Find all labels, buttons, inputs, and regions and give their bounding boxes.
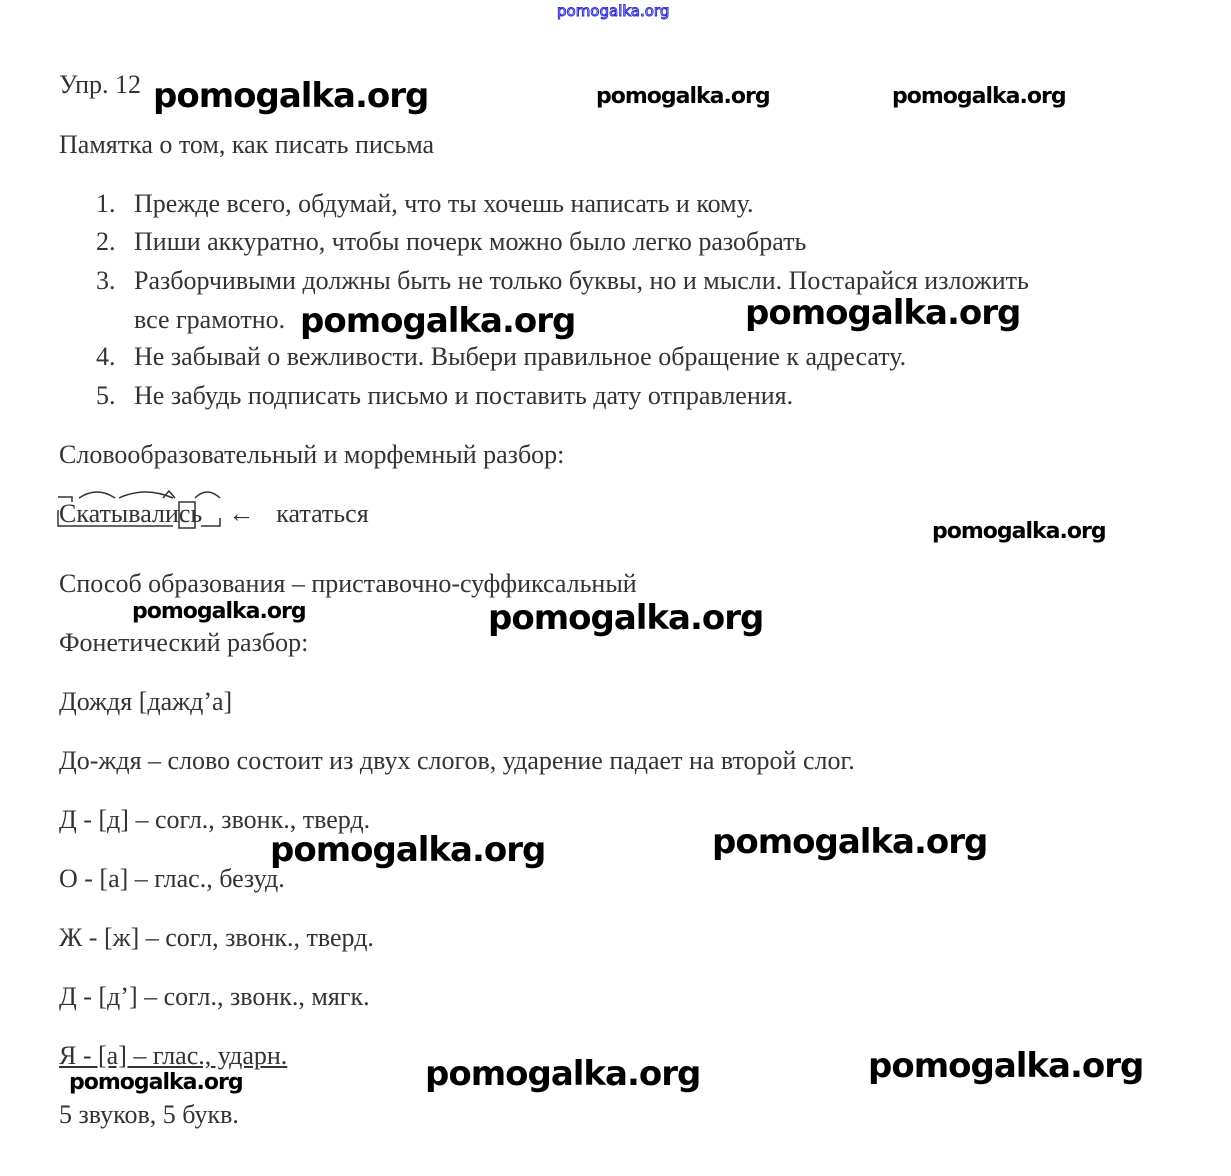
formation-method: Способ образования – приставочно-суффиксальный [59, 569, 637, 598]
watermark: pomogalka.org [270, 830, 546, 870]
morph-word: Скатывались [59, 499, 203, 528]
memo-item: 1. Прежде всего, обдумай, что ты хочешь написать и кому. [96, 189, 754, 218]
exercise-number: Упр. 12 [59, 70, 142, 99]
watermark: pomogalka.org [596, 84, 770, 109]
memo-item-continuation: все грамотно. [134, 305, 286, 334]
summary-line: 5 звуков, 5 букв. [59, 1100, 239, 1129]
phonetic-title: Фонетический разбор: [59, 628, 309, 657]
watermark: pomogalka.org [712, 822, 988, 862]
watermark: pomogalka.org [132, 599, 306, 624]
phonetic-word: Дождя [дажд’а] [59, 687, 233, 716]
morph-base-word: кататься [276, 499, 369, 528]
watermark: pomogalka.org [300, 301, 576, 341]
arrow-left-icon: ← [228, 499, 255, 528]
watermark-top: pomogalka.org [557, 2, 670, 20]
watermark: pomogalka.org [425, 1054, 701, 1094]
memo-title: Памятка о том, как писать письма [59, 130, 435, 159]
morph-line [59, 499, 369, 529]
watermark: pomogalka.org [69, 1070, 243, 1095]
watermark: pomogalka.org [868, 1046, 1144, 1086]
watermark: pomogalka.org [892, 84, 1066, 109]
sound-line: О - [а] – глас., безуд. [59, 864, 285, 893]
watermark: pomogalka.org [153, 76, 429, 116]
sound-line: Д - [д] – согл., звонк., тверд. [59, 805, 371, 834]
morph-title: Словообразовательный и морфемный разбор: [59, 440, 565, 469]
sound-line: Д - [д’] – согл., звонк., мягк. [59, 982, 370, 1011]
watermark: pomogalka.org [932, 519, 1106, 544]
memo-item: 3. Разборчивыми должны быть не только буквы, но и мысли. Постарайся изложить [96, 266, 1029, 295]
syllables-line: До-ждя – слово состоит из двух слогов, ударение падает на второй слог. [59, 746, 855, 775]
watermark: pomogalka.org [745, 293, 1021, 333]
memo-item: 5. Не забудь подписать письмо и поставить дату отправления. [96, 381, 794, 410]
sound-line: Ж - [ж] – согл, звонк., тверд. [59, 923, 374, 952]
memo-item: 2. Пиши аккуратно, чтобы почерк можно было легко разобрать [96, 227, 807, 256]
sound-line: Я - [а] – глас., ударн. [59, 1041, 288, 1070]
memo-item: 4. Не забывай о вежливости. Выбери правильное обращение к адресату. [96, 342, 907, 371]
watermark: pomogalka.org [488, 598, 764, 638]
